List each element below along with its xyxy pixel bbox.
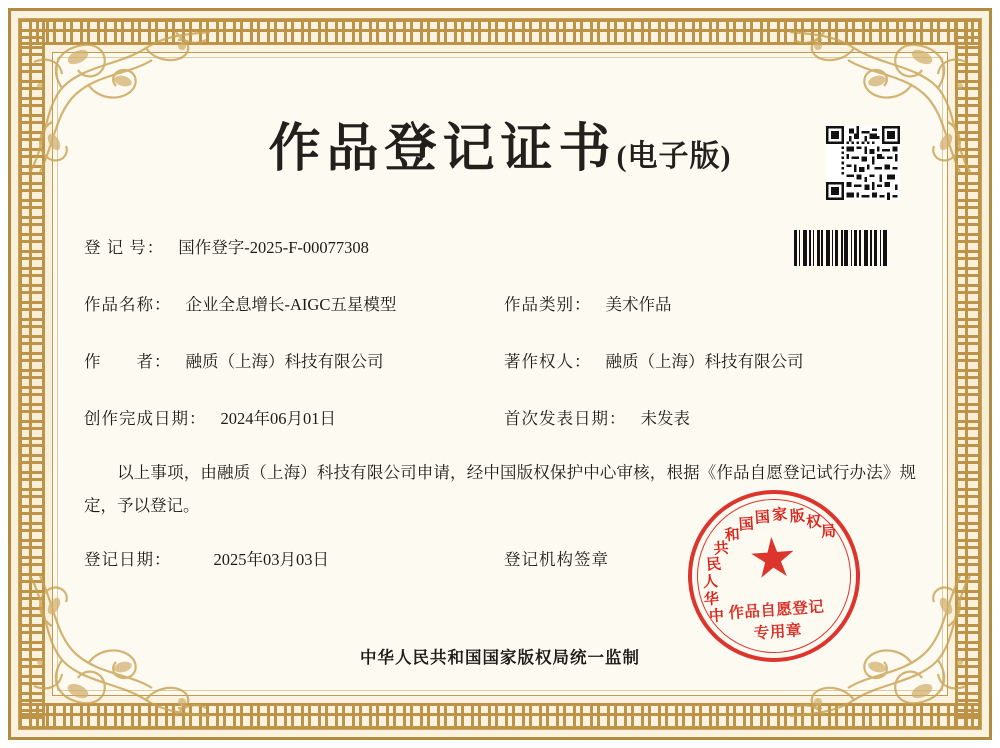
field-label: 创作完成日期： <box>84 409 207 429</box>
field-row-author <box>84 350 922 373</box>
field-work-title <box>84 293 504 316</box>
field-label: 登记机构签章 <box>504 550 609 569</box>
qr-code <box>826 126 900 200</box>
copyright-certificate <box>8 8 992 740</box>
title-sub: (电子版) <box>616 140 732 173</box>
field-row-dates <box>84 407 922 430</box>
seal-ring-text: 中 华 人 民 共 和 国 国 家 版 权 局 <box>702 506 837 626</box>
field-work-category <box>504 293 922 316</box>
official-seal <box>682 484 866 668</box>
field-value: 国作登字-2025-F-00077308 <box>178 238 369 257</box>
field-author <box>84 350 504 373</box>
field-label: 作品名称： <box>84 295 172 315</box>
field-row-registration-number <box>84 236 922 259</box>
statement-text: 以上事项，由融质（上海）科技有限公司申请，经中国版权保护中心审核，根据《作品自愿登记试行办法》规定，予以登记。 <box>84 463 916 515</box>
certificate-footer: 中华人民共和国国家版权局统一监制 <box>360 648 640 667</box>
field-registration-number <box>84 236 504 259</box>
field-label: 著作权人： <box>504 352 592 372</box>
field-value: 企业全息增长-AIGC五星模型 <box>185 295 397 315</box>
field-value: 融质（上海）科技有限公司 <box>605 352 804 372</box>
field-label: 登记日期： <box>84 550 172 569</box>
field-empty <box>504 236 922 259</box>
field-label: 登 记 号： <box>84 238 165 257</box>
field-copyright-owner <box>504 350 922 373</box>
field-value: 2024年06月01日 <box>220 409 336 429</box>
field-value: 美术作品 <box>605 295 672 315</box>
seal-line-1: 作品自愿登记 <box>727 598 825 623</box>
field-creation-date <box>84 407 504 430</box>
field-label: 作 者： <box>84 352 172 372</box>
field-label: 作品类别： <box>504 295 592 315</box>
field-value: 2025年03月03日 <box>213 550 329 569</box>
field-row-work-title <box>84 293 922 316</box>
field-registration-date <box>84 546 504 570</box>
field-value: 未发表 <box>640 409 690 429</box>
field-first-publish-date <box>504 407 922 430</box>
field-value: 融质（上海）科技有限公司 <box>185 352 384 372</box>
certificate-fields <box>84 236 922 464</box>
field-label: 首次发表日期： <box>504 409 627 429</box>
seal-line-2: 专用章 <box>753 622 803 643</box>
title-main: 作品登记证书 <box>268 121 617 178</box>
certificate-content <box>8 8 992 740</box>
